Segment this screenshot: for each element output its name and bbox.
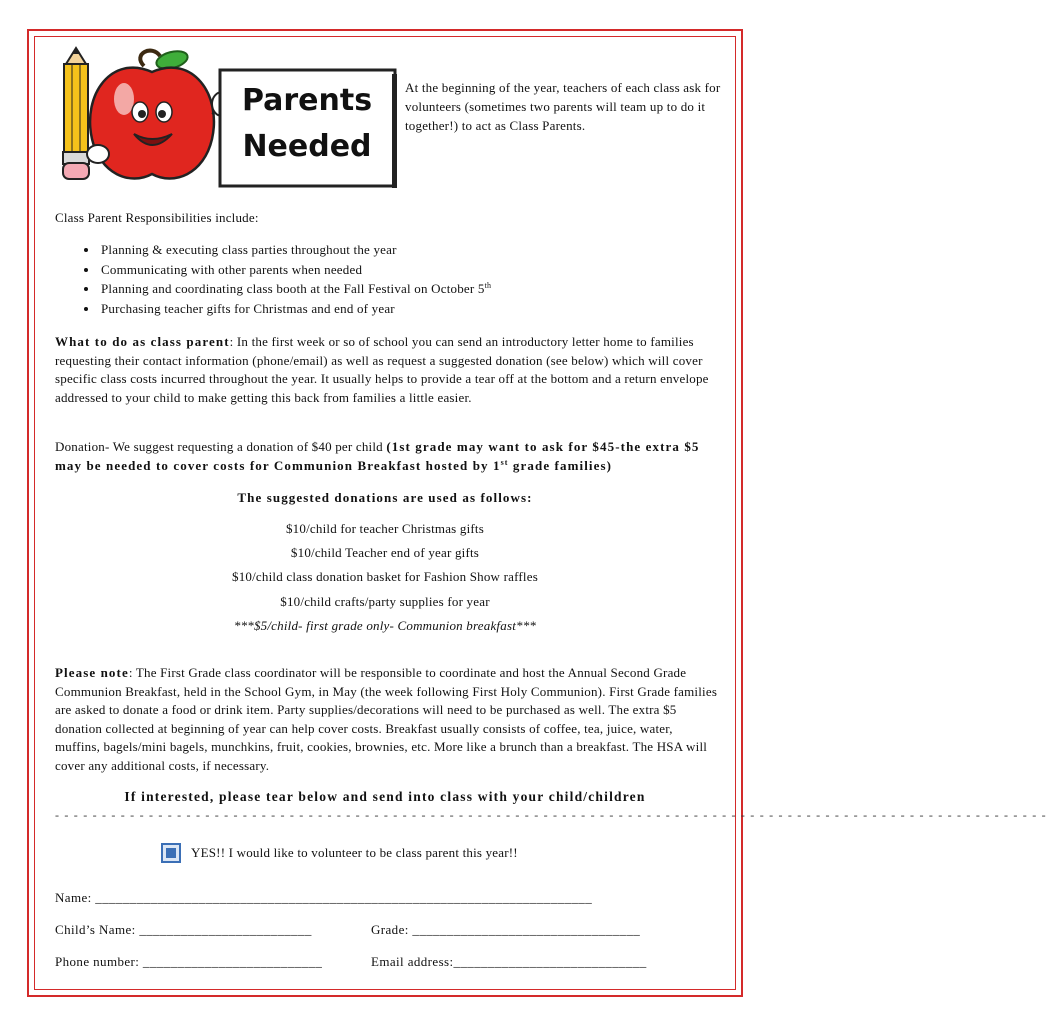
name-field[interactable]: Name: ________________________________________________________________________ <box>55 890 593 905</box>
grade-field[interactable]: Grade: _________________________________ <box>371 922 641 937</box>
parents-needed-clipart <box>52 44 397 194</box>
list-item: • Purchasing teacher gifts for Christmas and end of year <box>99 299 739 319</box>
what-to-do-body: : In the first week or so of school you can send an introductory letter home to families requesting their contact information (phone/email) as well as request a suggested donation (see below) which will cover specific class costs incurred throughout the year. It usually helps to provide a tear off at the bottom and a return envelope addressed to your child to make getting this back from families a little easier. <box>55 334 709 405</box>
please-note-label: Please note <box>55 665 129 680</box>
intro-paragraph: At the beginning of the year, teachers of each class ask for volunteers (sometimes two parents will team up to do it together!) to act as Class Parents. <box>405 80 721 133</box>
responsibilities-heading: Class Parent Responsibilities include: <box>55 210 259 225</box>
tear-line: - - - - - - - - - - - - - - - - - - - - - - - - - - - - - - - - - - - - - - - - - - - - - - - - - - - - - - - - - - - - - - - - - - - - - - - - - - - - - - - - - - - - - - - - - - - - - - - - - - - - - - - - - - <box>55 808 1047 822</box>
list-item: $10/child crafts/party supplies for year <box>280 594 490 609</box>
child-name-field[interactable]: Child’s Name: _________________________ <box>55 922 312 937</box>
ordinal-suffix: th <box>484 281 492 290</box>
sign-title-line2: Needed <box>242 129 372 164</box>
suggested-donations-heading: The suggested donations are used as follows: <box>237 490 533 505</box>
what-to-do-paragraph <box>55 333 720 407</box>
responsibilities-list <box>55 240 739 318</box>
email-address-field[interactable]: Email address:____________________________ <box>371 954 647 969</box>
please-note-paragraph <box>55 664 720 775</box>
tear-off-heading: If interested, please tear below and send into class with your child/children <box>124 789 646 804</box>
sign-title-line1: Parents <box>241 83 373 118</box>
list-item: $10/child Teacher end of year gifts <box>290 545 480 560</box>
apple-icon <box>87 48 232 178</box>
parents-needed-sign <box>220 70 397 188</box>
phone-number-field[interactable]: Phone number: __________________________ <box>55 954 323 969</box>
list-item: ***$5/child- first grade only- Communion breakfast*** <box>233 618 537 633</box>
list-item: • Planning and coordinating class booth at the Fall Festival on October 5th <box>99 279 739 299</box>
donation-paragraph: Donation- We suggest requesting a donation of $40 per child (1st grade may want to ask for $45-the extra $5 may be needed to cover costs for Communion Breakfast hosted by 1st grade families) <box>55 439 700 473</box>
list-item: • Planning & executing class parties throughout the year <box>99 240 739 260</box>
list-item: $10/child class donation basket for Fashion Show raffles <box>232 569 538 584</box>
volunteer-checkbox-label: YES!! I would like to volunteer to be class parent this year!! <box>191 845 518 860</box>
list-item: $10/child for teacher Christmas gifts <box>285 521 485 536</box>
pencil-icon <box>63 48 89 179</box>
list-item: • Communicating with other parents when needed <box>99 260 739 280</box>
please-note-body: : The First Grade class coordinator will be responsible to coordinate and host the Annual Second Grade Communion Breakfast, held in the School Gym, in May (the week following First Holy Communion). First Grade families are asked to donate a food or drink item. Party supplies/decorations will need to be purchased as well. The extra $5 donation collected at beginning of year can help cover costs. Breakfast usually consists of coffee, tea, juice, water, muffins, bagels/mini bagels, munchkins, fruit, cookies, brownies, etc. More like a brunch than a breakfast. The HSA will cover any additional costs, if necessary. <box>55 665 718 773</box>
volunteer-checkbox[interactable] <box>161 843 181 863</box>
what-to-do-label: What to do as class parent <box>55 334 230 349</box>
